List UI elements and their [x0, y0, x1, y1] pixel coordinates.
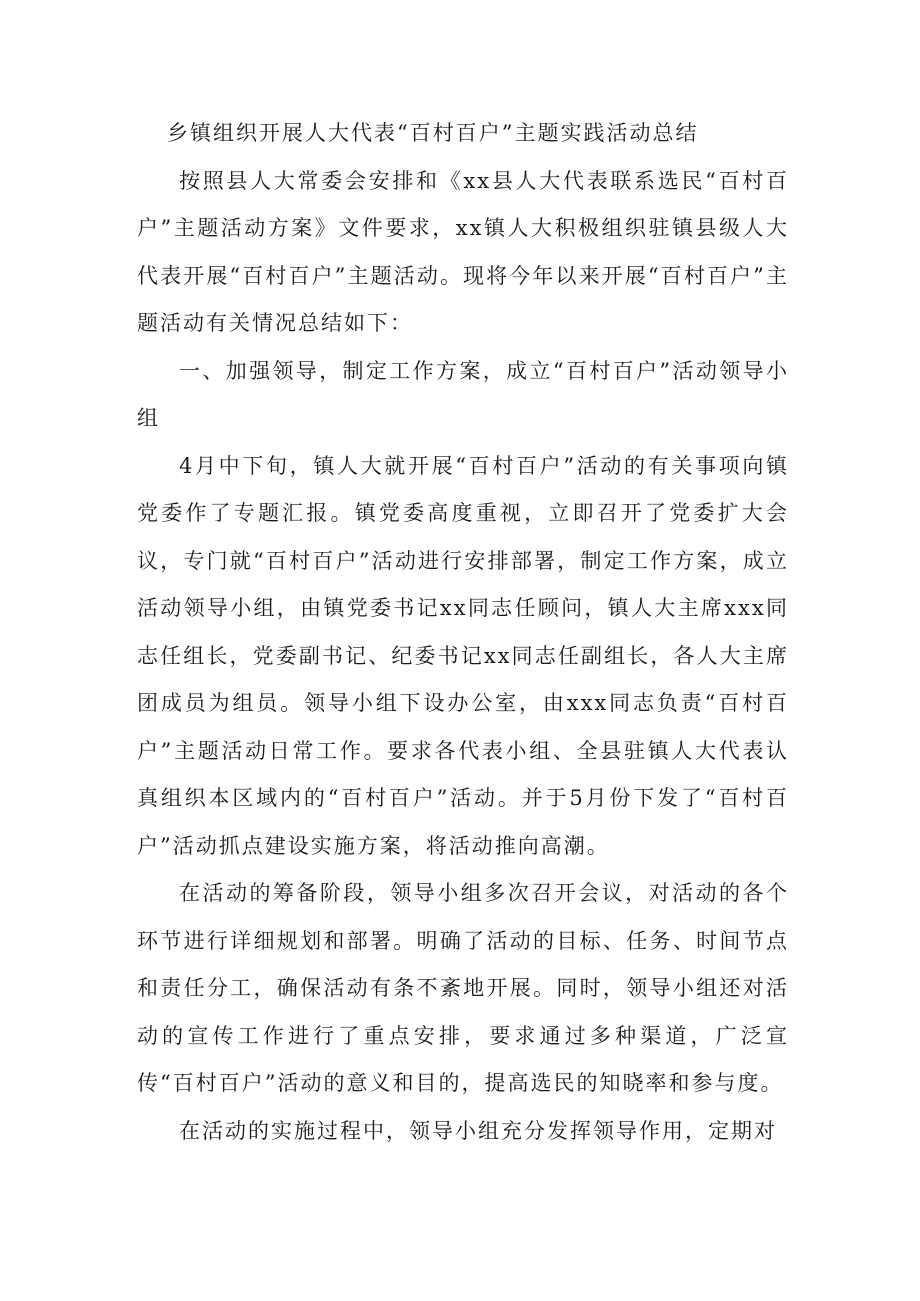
paragraph-implementation: 在活动的实施过程中，领导小组充分发挥领导作用，定期对	[179, 1118, 777, 1143]
section-heading-1: 一、加强领导，制定工作方案，成立“百村百户”活动领导小组	[137, 358, 789, 430]
document-title: 乡镇组织开展人大代表“百村百户”主题实践活动总结	[167, 121, 699, 145]
paragraph-leadership: 4月中下旬，镇人大就开展“百村百户”活动的有关事项向镇党委作了专题汇报。镇党委高度重视，立即召开了党委扩大会议，专门就“百村百户”活动进行安排部署，制定工作方案，成立活动领导小组，由镇党委书记xx同志任顾问，镇人大主席xxx同志任组长，党委副书记、纪委书记xx同志任副组长，各人大主席团成员为组员。领导小组下设办公室，由xxx同志负责“百村百户”主题活动日常工作。要求各代表小组、全县驻镇人大代表认真组织本区域内的“百村百户”活动。并于5月份下发了“百村百户”活动抓点建设实施方案，将活动推向高潮。	[137, 453, 789, 858]
paragraph-intro: 按照县人大常委会安排和《xx县人大代表联系选民“百村百户”主题活动方案》文件要求，xx镇人大积极组织驻镇县级人大代表开展“百村百户”主题活动。现将今年以来开展“百村百户”主题活动有关情况总结如下：	[137, 168, 789, 335]
paragraph-preparation: 在活动的筹备阶段，领导小组多次召开会议，对活动的各个环节进行详细规划和部署。明确了活动的目标、任务、时间节点和责任分工，确保活动有条不紊地开展。同时，领导小组还对活动的宣传工作进行了重点安排，要求通过多种渠道，广泛宣传“百村百户”活动的意义和目的，提高选民的知晓率和参与度。	[137, 881, 789, 1095]
document-body	[137, 110, 789, 1155]
